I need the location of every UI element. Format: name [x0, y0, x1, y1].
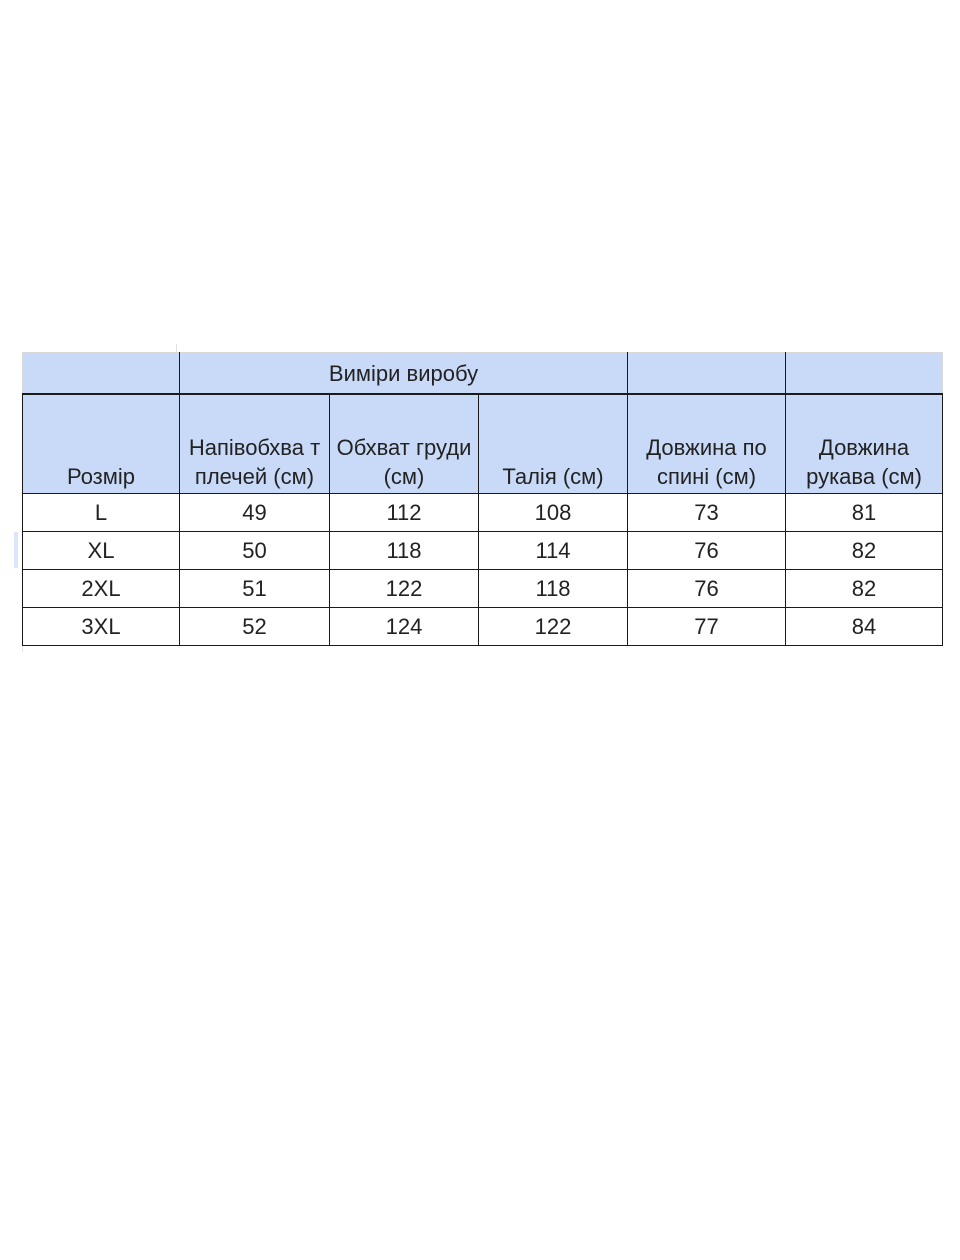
- cell-back-length: 76: [628, 532, 786, 570]
- column-header-row: [23, 394, 943, 494]
- cell-shoulder: 51: [180, 570, 330, 608]
- cell-size: XL: [23, 532, 180, 570]
- cell-waist: 114: [479, 532, 628, 570]
- sheet-gridline-top: [176, 344, 177, 352]
- size-chart: [22, 352, 942, 646]
- header-waist: Талія (см): [479, 394, 628, 494]
- cell-back-length: 76: [628, 570, 786, 608]
- cell-shoulder: 50: [180, 532, 330, 570]
- header-chest-girth: Обхват груди (см): [330, 394, 479, 494]
- cell-chest: 112: [330, 494, 479, 532]
- cell-waist: 122: [479, 608, 628, 646]
- table-row: [23, 532, 943, 570]
- cell-shoulder: 49: [180, 494, 330, 532]
- group-header-empty-cell: [628, 353, 786, 395]
- cell-waist: 108: [479, 494, 628, 532]
- table-row: [23, 608, 943, 646]
- row-selection-marker: [14, 532, 18, 568]
- cell-chest: 122: [330, 570, 479, 608]
- group-header-cell: Виміри виробу: [180, 353, 628, 395]
- header-sleeve-length: Довжина рукава (см): [786, 394, 943, 494]
- cell-sleeve-length: 81: [786, 494, 943, 532]
- header-size: Розмір: [23, 394, 180, 494]
- cell-back-length: 73: [628, 494, 786, 532]
- cell-chest: 124: [330, 608, 479, 646]
- cell-shoulder: 52: [180, 608, 330, 646]
- header-back-length: Довжина по спині (см): [628, 394, 786, 494]
- cell-waist: 118: [479, 570, 628, 608]
- cell-sleeve-length: 84: [786, 608, 943, 646]
- table-row: [23, 494, 943, 532]
- header-shoulder-half-girth: Напівобхва т плечей (см): [180, 394, 330, 494]
- group-header-row: [23, 353, 943, 395]
- cell-size: L: [23, 494, 180, 532]
- cell-sleeve-length: 82: [786, 532, 943, 570]
- cell-sleeve-length: 82: [786, 570, 943, 608]
- table-row: [23, 570, 943, 608]
- cell-back-length: 77: [628, 608, 786, 646]
- size-table: [22, 352, 943, 646]
- group-header-empty-cell: [786, 353, 943, 395]
- group-header-empty-cell: [23, 353, 180, 395]
- cell-size: 3XL: [23, 608, 180, 646]
- cell-chest: 118: [330, 532, 479, 570]
- cell-size: 2XL: [23, 570, 180, 608]
